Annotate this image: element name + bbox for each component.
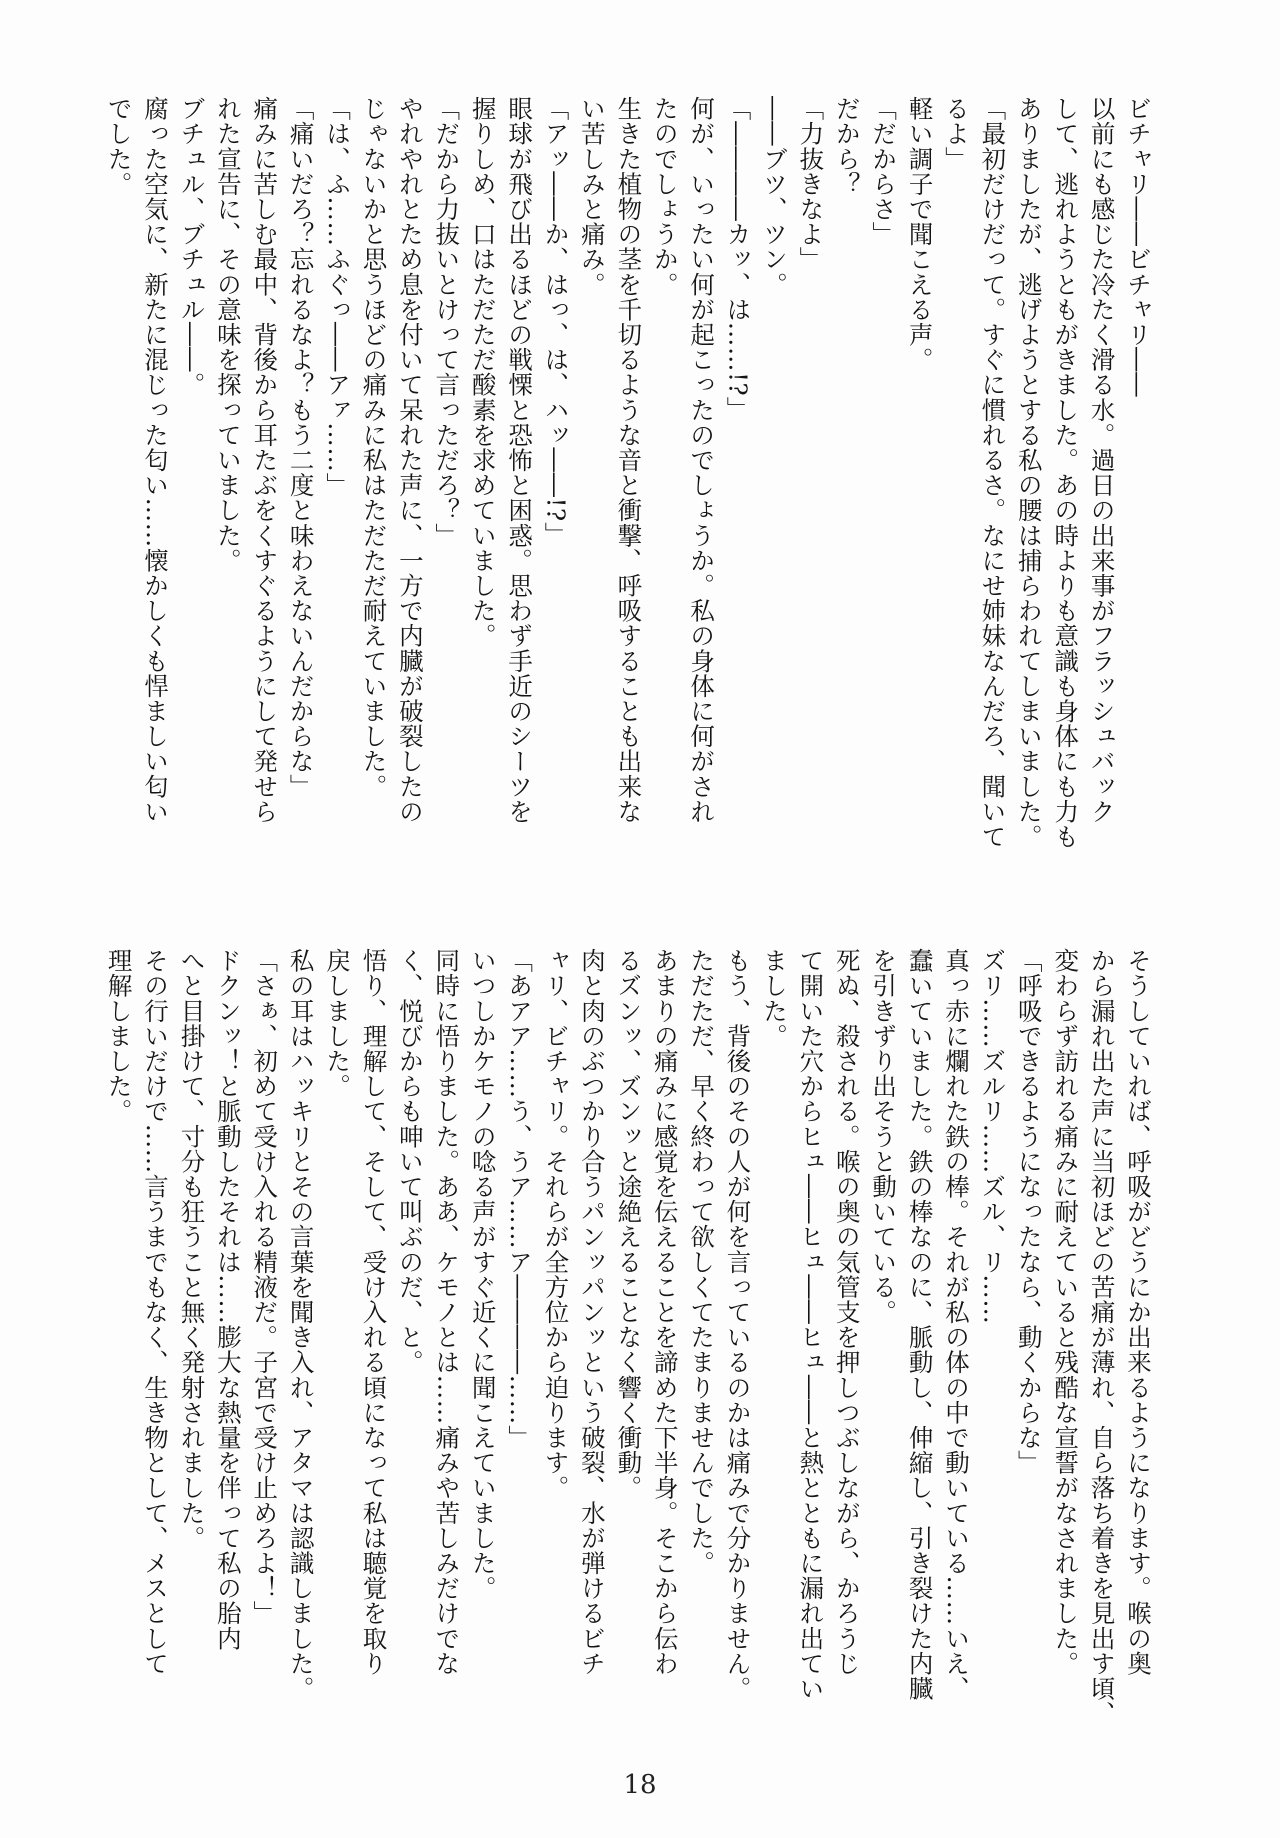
text-line: 「あアア……う、うア……ア――――……」 (505, 948, 535, 1450)
text-line: 悟り、理解して、そして、受け入れる頃になって私は聴覚を取り (359, 948, 389, 1676)
text-line: 「最初だけだって。すぐに慣れるさ。なにせ姉妹なんだろ、聞いて (978, 96, 1008, 849)
text-line: でした。 (104, 96, 134, 197)
text-line: い苦しみと痛み。 (577, 96, 607, 297)
text-line: 「は、ふ……ふぐっ――アァ……」 (323, 96, 353, 498)
text-line: 「だから力抜いとけって言っただろ？」 (432, 96, 462, 548)
text-line: 肉と肉のぶつかり合うパンッパンッという破裂、水が弾けるビチ (577, 948, 607, 1676)
text-line: 軽い調子で聞こえる声。 (905, 96, 935, 373)
text-line: 変わらず訪れる痛みに耐えていると残酷な宣誓がなされました。 (1051, 948, 1081, 1676)
text-line: ブチュル、ブチュル――。 (177, 96, 207, 398)
text-line: ありましたが、逃げようとする私の腰は捕らわれてしまいました。 (1014, 96, 1044, 849)
text-line: 理解しました。 (104, 948, 134, 1124)
text-line: いつしかケモノの唸る声がすぐ近くに聞こえていました。 (468, 948, 498, 1601)
text-line: 「呼吸できるようになったなら、動くからな」 (1014, 948, 1044, 1476)
text-line: 戻しました。 (323, 948, 353, 1099)
text-line: やれやれとため息を付いて呆れた声に、一方で内臓が破裂したの (395, 96, 425, 824)
text-line: く、悦びからも呻いて叫ぶのだ、と。 (395, 948, 425, 1375)
text-line: じゃないかと思うほどの痛みに私はただただ耐えていました。 (359, 96, 389, 799)
lower-text-block (104, 948, 1156, 1743)
text-line: ドクンッ！と脈動したそれは……膨大な熱量を伴って私の胎内 (213, 948, 243, 1651)
text-line: ――ブツ、ツン。 (759, 96, 789, 297)
text-line: たのでしょうか。 (650, 96, 680, 297)
text-line: れた宣告に、その意味を探っていました。 (213, 96, 243, 573)
text-line: ました。 (759, 948, 789, 1049)
text-line: 眼球が飛び出るほどの戦慄と恐怖と困惑。思わず手近のシーツを (505, 96, 535, 824)
text-line: もう、背後のその人が何を言っているのかは痛みで分かりません。 (723, 948, 753, 1701)
text-line: へと目掛けて、寸分も狂うこと無く発射されました。 (177, 948, 207, 1551)
text-line: そうしていれば、呼吸がどうにか出来るようになります。喉の奥 (1124, 948, 1153, 1676)
text-line: 「――――カッ、は……!?」 (723, 96, 753, 422)
text-line: 私の耳はハッキリとその言葉を聞き入れ、アタマは認識しました。 (286, 948, 316, 1701)
page-number: 18 (623, 1770, 657, 1800)
text-line: 何が、いったい何が起こったのでしょうか。私の身体に何がされ (687, 96, 717, 824)
text-line: 同時に悟りました。ああ、ケモノとは……痛みや苦しみだけでな (432, 948, 462, 1676)
upper-text-block (104, 96, 1156, 911)
text-line: 以前にも感じた冷たく滑る水。過日の出来事がフラッシュバック (1087, 96, 1117, 824)
text-line: るズンッ、ズンッと途絶えることなく響く衝動。 (614, 948, 644, 1501)
text-line: るよ」 (941, 96, 971, 172)
text-line: ビチャリ――ビチャリ―― (1124, 96, 1153, 398)
text-line: して、逃れようともがきました。あの時よりも意識も身体にも力も (1051, 96, 1081, 849)
text-line: 握りしめ、口はただただ酸素を求めていました。 (468, 96, 498, 649)
text-line: 蠢いていました。鉄の棒なのに、脈動し、伸縮し、引き裂けた内臓 (905, 948, 935, 1701)
text-line: その行いだけで……言うまでもなく、生き物として、メスとして (141, 948, 171, 1676)
text-line: あまりの痛みに感覚を伝えることを諦めた下半身。そこから伝わ (650, 948, 680, 1676)
text-line: 真っ赤に爛れた鉄の棒。それが私の体の中で動いている……いえ、 (941, 948, 971, 1701)
text-line: ただただ、早く終わって欲しくてたまりませんでした。 (687, 948, 717, 1576)
text-line: 死ぬ、殺される。喉の奥の気管支を押しつぶしながら、かろうじ (832, 948, 862, 1676)
text-line: て開いた穴からヒュ――ヒュ――ヒュ――と熱とともに漏れ出てい (796, 948, 826, 1701)
text-line: 痛みに苦しむ最中、背後から耳たぶをくすぐるようにして発せら (250, 96, 280, 824)
text-line: 腐った空気に、新たに混じった匂い……懐かしくも悍ましい匂い (141, 96, 171, 824)
text-line: 「力抜きなよ」 (796, 96, 826, 272)
text-line: 「痛いだろ？忘れるなよ？もう二度と味わえないんだからな」 (286, 96, 316, 799)
text-line: ャリ、ビチャリ。それらが全方位から迫ります。 (541, 948, 571, 1501)
text-line: 「アッ――か、はっ、は、ハッ――!?」 (541, 96, 571, 547)
text-line: 「さぁ、初めて受け入れる精液だ。子宮で受け止めろよ！」 (250, 948, 280, 1626)
text-line: だから？ (832, 96, 862, 197)
text-line: ズリ……ズルリ……ズル、リ…… (978, 948, 1008, 1325)
text-line: 生きた植物の茎を千切るような音と衝撃、呼吸することも出来な (614, 96, 644, 824)
text-line: から漏れ出た声に当初ほどの苦痛が薄れ、自ら落ち着きを見出す頃、 (1087, 948, 1117, 1727)
text-line: を引きずり出そうと動いている。 (869, 948, 899, 1325)
text-line: 「だからさ」 (869, 96, 899, 247)
